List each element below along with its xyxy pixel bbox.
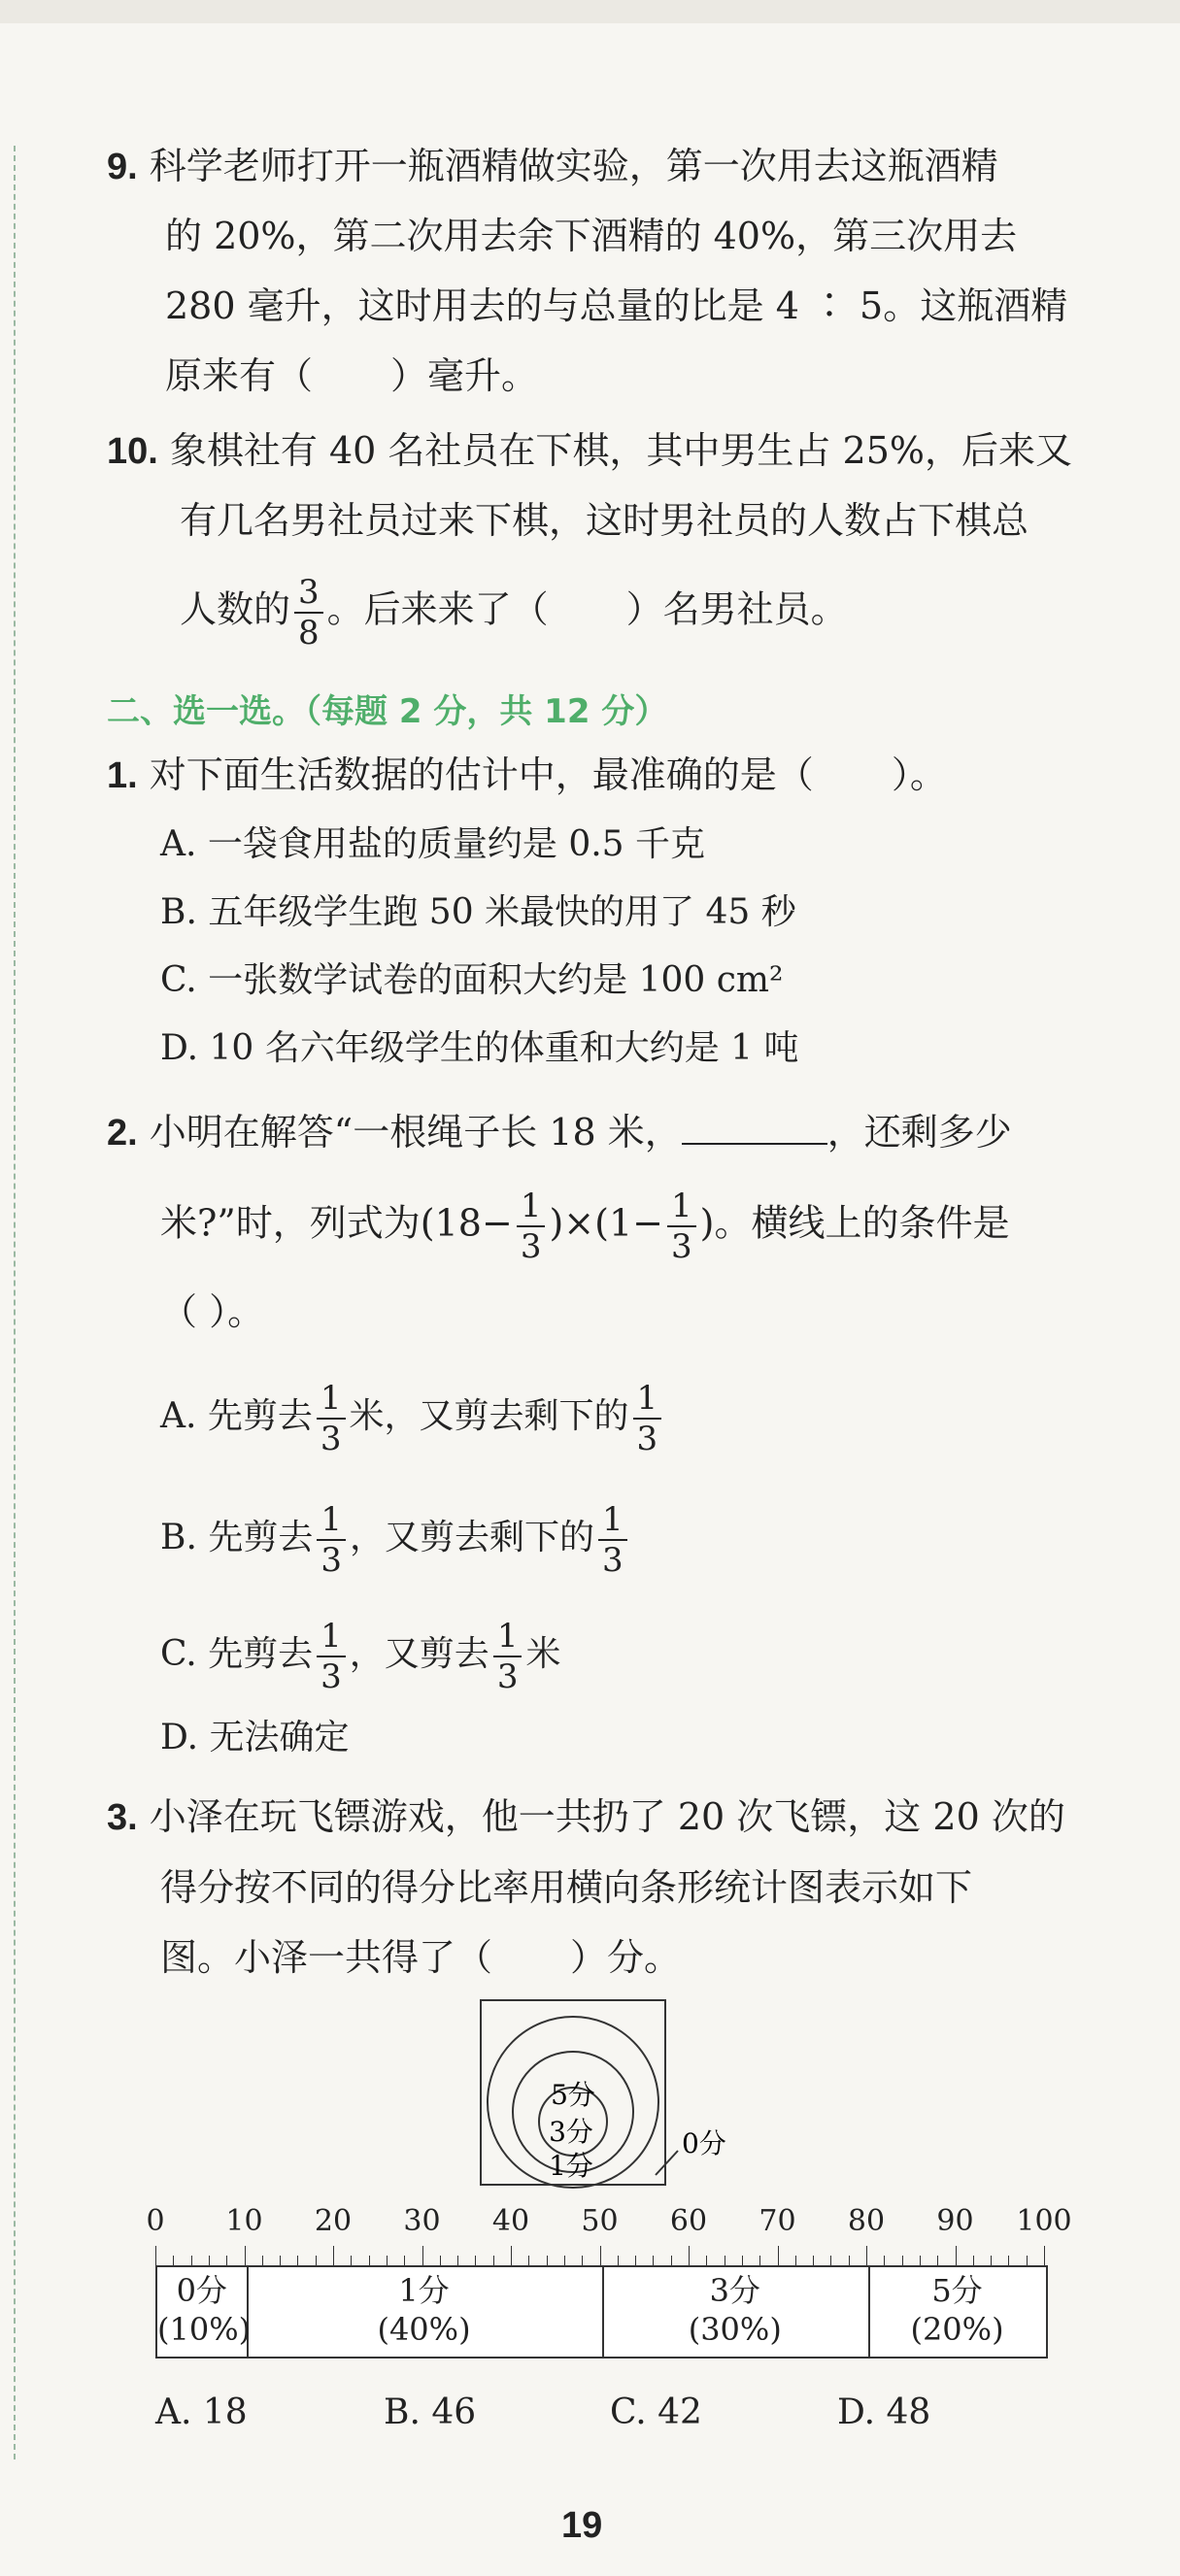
scale-tick — [973, 2256, 974, 2265]
q9-text4b: ）毫升。 — [390, 354, 539, 397]
frac-num: 1 — [667, 1187, 696, 1227]
scale-tick-label: 100 — [1016, 2204, 1072, 2238]
scale-tick-label: 70 — [759, 2204, 796, 2238]
q10-line2: 有几名男社员过来下棋，这时男社员的人数占下棋总 — [180, 499, 1029, 542]
scale-tick — [1044, 2246, 1045, 2265]
scale-tick — [173, 2256, 174, 2265]
q10-frac-den: 8 — [298, 614, 320, 652]
q10-text1: 象棋社有 40 名社员在下棋，其中男生占 25%，后来又 — [169, 429, 1072, 472]
scale-tick — [813, 2256, 814, 2265]
q10-text3a: 人数的 — [180, 587, 291, 631]
c2-text2b: )×(1− — [549, 1201, 663, 1245]
scale-tick — [404, 2256, 405, 2265]
bar-segment-percent: (20%) — [910, 2311, 1004, 2348]
percent-bar — [155, 2265, 1048, 2359]
scale-tick — [226, 2256, 227, 2265]
q9-line2: 的 20%，第二次用去余下酒精的 40%，第三次用去 — [165, 215, 1018, 257]
scale-tick — [956, 2246, 957, 2265]
c3-option-d[interactable]: D. 48 — [837, 2392, 931, 2432]
scale-tick — [920, 2256, 921, 2265]
c3-option-b[interactable]: B. 46 — [384, 2392, 477, 2432]
target-label-1: 1分 — [549, 2150, 593, 2182]
c2-text1b: ，还剩多少 — [826, 1111, 1012, 1154]
q10-frac-num: 3 — [294, 573, 323, 614]
scale-tick — [387, 2256, 388, 2265]
c2-fraction-2 — [667, 1187, 696, 1266]
c1-option-c[interactable]: C. 一张数学试卷的面积大约是 100 cm² — [160, 960, 784, 1000]
bar-segment — [157, 2267, 252, 2357]
bar-segment-label: 3分 — [709, 2272, 760, 2309]
scale-tick — [262, 2256, 263, 2265]
scale-tick — [191, 2256, 192, 2265]
scale-tick-label: 0 — [146, 2204, 165, 2238]
c2-option-b[interactable] — [160, 1500, 631, 1580]
fraction — [317, 1500, 346, 1580]
frac-num: 1 — [317, 1379, 346, 1420]
scale-tick-label: 40 — [491, 2204, 530, 2238]
q10-line1 — [107, 416, 1072, 486]
q9-text1: 科学老师打开一瓶酒精做实验，第一次用去这瓶酒精 — [149, 145, 998, 187]
q9-line3: 280 毫升，这时用去的与总量的比是 4 ∶ 5。这瓶酒精 — [165, 284, 1068, 327]
c2-option-a[interactable] — [160, 1379, 665, 1458]
q10-line3 — [180, 573, 848, 652]
scale-tick — [706, 2256, 707, 2265]
scale-tick — [902, 2256, 903, 2265]
c1-option-b[interactable]: B. 五年级学生跑 50 米最快的用了 45 秒 — [160, 892, 796, 932]
frac-num: 1 — [517, 1187, 546, 1227]
scale-tick — [635, 2256, 636, 2265]
c2-line3[interactable]: （ ）。 — [160, 1290, 265, 1333]
c1-option-d[interactable]: D. 10 名六年级学生的体重和大约是 1 吨 — [160, 1028, 799, 1068]
scale-tick — [316, 2256, 317, 2265]
scale-tick — [582, 2256, 583, 2265]
pointer-line — [656, 2151, 678, 2175]
scale-tick — [689, 2246, 690, 2265]
c1-option-a[interactable]: A. 一袋食用盐的质量约是 0.5 千克 — [160, 824, 706, 864]
scale-tick — [297, 2256, 298, 2265]
c2-option-d[interactable]: D. 无法确定 — [160, 1718, 350, 1757]
c1-text-a: 对下面生活数据的估计中，最准确的是（ — [149, 753, 814, 796]
scale-tick — [475, 2256, 476, 2265]
scale-tick — [564, 2256, 565, 2265]
scale-tick-label: 20 — [314, 2204, 353, 2238]
q10-text3b: 。后来来了（ — [326, 587, 549, 631]
fraction — [633, 1379, 662, 1458]
c3-text1: 小泽在玩飞镖游戏，他一共扔了 20 次飞镖，这 20 次的 — [149, 1795, 1065, 1838]
scale-tick — [866, 2246, 867, 2265]
opt-text: 米 — [525, 1634, 561, 1674]
frac-num: 1 — [317, 1617, 346, 1657]
bar-segment-label: 0分 — [176, 2272, 227, 2309]
bar-segment — [247, 2267, 604, 2357]
scale-tick-label: 10 — [225, 2204, 263, 2238]
c1-stem — [107, 740, 947, 811]
scale-tick — [422, 2246, 423, 2265]
c2-line2 — [160, 1187, 1009, 1266]
bar-segment — [868, 2267, 1046, 2357]
bar-segment-percent: (40%) — [377, 2311, 471, 2348]
q9-line1 — [107, 131, 998, 202]
c2-text2a: 米?”时，列式为(18− — [160, 1201, 513, 1245]
c2-text2c: )。横线上的条件是 — [699, 1201, 1010, 1245]
scale-tick-label: 80 — [847, 2204, 886, 2238]
scale-tick — [440, 2256, 441, 2265]
scale-tick — [155, 2246, 156, 2265]
scale-tick — [618, 2256, 619, 2265]
c2-text1a: 小明在解答“一根绳子长 18 米， — [149, 1111, 682, 1154]
c3-line2: 得分按不同的得分比率用横向条形统计图表示如下 — [160, 1866, 973, 1909]
opt-text: ，又剪去剩下的 — [349, 1518, 594, 1557]
scale-tick — [457, 2256, 458, 2265]
scale-tick — [759, 2256, 760, 2265]
scale-tick — [1008, 2256, 1009, 2265]
scale-tick — [245, 2246, 246, 2265]
scale-tick — [493, 2256, 494, 2265]
target-label-3: 3分 — [549, 2116, 593, 2148]
scale-tick — [778, 2246, 779, 2265]
c2-condition-blank[interactable] — [682, 1106, 827, 1145]
c2-number: 2. — [107, 1113, 138, 1154]
fraction — [317, 1617, 346, 1696]
scale-tick — [1027, 2256, 1028, 2265]
scale-axis — [146, 2204, 1072, 2272]
c3-text3b: ）分。 — [570, 1936, 682, 1979]
page-number: 19 — [561, 2505, 603, 2546]
scale-tick — [209, 2256, 210, 2265]
frac-num: 1 — [598, 1500, 627, 1541]
bar-segment-label: 1分 — [398, 2272, 450, 2309]
q10-number: 10. — [107, 431, 158, 472]
scale-tick — [547, 2256, 548, 2265]
scale-tick — [884, 2256, 885, 2265]
bar-segment-percent: (10%) — [157, 2311, 252, 2348]
frac-den: 3 — [670, 1227, 692, 1266]
frac-den: 3 — [496, 1657, 519, 1696]
q9-number: 9. — [107, 147, 138, 187]
c1-number: 1. — [107, 755, 138, 796]
c3-line3 — [160, 1923, 681, 1992]
scale-tick — [991, 2256, 992, 2265]
frac-den: 3 — [602, 1541, 624, 1580]
frac-den: 3 — [320, 1420, 342, 1458]
opt-text: C. 先剪去 — [160, 1634, 314, 1674]
scale-tick — [528, 2256, 529, 2265]
fraction — [598, 1500, 627, 1580]
frac-den: 3 — [320, 1541, 342, 1580]
target-label-5: 5分 — [551, 2079, 595, 2111]
scale-tick — [671, 2256, 672, 2265]
scale-tick — [795, 2256, 796, 2265]
scale-tick — [653, 2256, 654, 2265]
binding-line — [14, 146, 16, 2459]
bar-segment — [602, 2267, 871, 2357]
scale-tick — [351, 2256, 352, 2265]
c2-option-c[interactable] — [160, 1617, 560, 1696]
opt-text: ，又剪去 — [349, 1634, 489, 1674]
scale-tick — [600, 2246, 601, 2265]
scale-tick — [830, 2256, 831, 2265]
scale-tick-label: 30 — [403, 2204, 441, 2238]
scale-tick — [937, 2256, 938, 2265]
fraction — [317, 1379, 346, 1458]
target-label-0: 0分 — [682, 2127, 726, 2159]
top-strip — [0, 0, 1180, 23]
frac-den: 3 — [320, 1657, 342, 1696]
frac-num: 1 — [493, 1617, 523, 1657]
bar-segment-label: 5分 — [931, 2272, 983, 2309]
q9-line4 — [165, 341, 538, 411]
q10-text3c: ）名男社员。 — [625, 587, 848, 631]
frac-num: 1 — [633, 1379, 662, 1420]
scale-tick-label: 60 — [669, 2204, 708, 2238]
frac-num: 1 — [317, 1500, 346, 1541]
c3-line1 — [107, 1782, 1065, 1853]
dartboard-figure — [476, 1995, 796, 2190]
fraction — [493, 1617, 523, 1696]
scale-tick-label: 90 — [936, 2204, 974, 2238]
opt-text: B. 先剪去 — [160, 1518, 314, 1557]
c1-text-b: ）。 — [891, 753, 947, 796]
scale-tick — [511, 2246, 512, 2265]
c3-option-c[interactable]: C. 42 — [610, 2392, 702, 2432]
q10-fraction — [294, 573, 323, 652]
c3-text3a: 图。小泽一共得了（ — [160, 1936, 493, 1979]
opt-text: A. 先剪去 — [160, 1396, 313, 1436]
scale-tick — [333, 2246, 334, 2265]
bar-segment-percent: (30%) — [688, 2311, 782, 2348]
q9-text4a: 原来有（ — [165, 354, 314, 397]
section-header: 二、选一选。（每题 2 分，共 12 分） — [107, 692, 668, 731]
scale-tick — [369, 2256, 370, 2265]
frac-den: 3 — [520, 1227, 542, 1266]
scale-tick — [280, 2256, 281, 2265]
scale-tick-label: 50 — [581, 2204, 619, 2238]
c3-option-a[interactable]: A. 18 — [155, 2392, 248, 2432]
c2-fraction-1 — [517, 1187, 546, 1266]
c2-line1 — [107, 1097, 1012, 1168]
scale-tick — [742, 2256, 743, 2265]
opt-text: 米，又剪去剩下的 — [349, 1396, 629, 1436]
frac-den: 3 — [636, 1420, 658, 1458]
scale-tick — [849, 2256, 850, 2265]
c3-number: 3. — [107, 1797, 138, 1838]
